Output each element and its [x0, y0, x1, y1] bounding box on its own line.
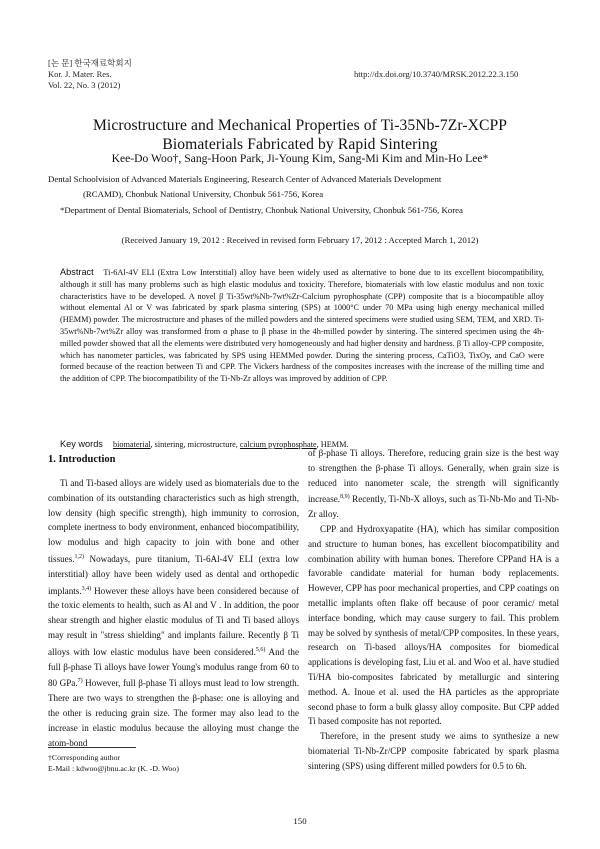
citation: 3,4) [81, 585, 92, 592]
section-heading-introduction: 1. Introduction [48, 454, 116, 465]
keyword-calcium-pyrophosphate: calcium pyrophosphate [239, 440, 317, 449]
received-dates: (Received January 19, 2012 : Received in revised form February 17, 2012 : Accepted March 1, 2012) [121, 235, 479, 245]
keyword-list-end: , HEMM. [316, 440, 349, 449]
footnote-divider [48, 747, 136, 748]
affiliation-1-line-2: (RCAMD), Chonbuk National University, Chonbuk 561-756, Korea [83, 188, 324, 199]
citation: 1,2) [74, 553, 85, 560]
journal-abbreviation: Kor. J. Mater. Res. [48, 69, 112, 79]
keywords-label: Key words [60, 439, 103, 449]
affiliation-1 [48, 172, 568, 201]
keyword-biomaterial: biomaterial [112, 440, 151, 449]
citation: 5,6) [255, 646, 266, 653]
journal-volume: Vol. 22, No. 3 (2012) [48, 80, 121, 90]
page-number: 150 [293, 816, 307, 826]
title-line-2: Biomaterials Fabricated by Rapid Sintering [162, 136, 438, 153]
citation: 8,9) [340, 494, 350, 501]
journal-header [48, 58, 132, 91]
footnote [48, 752, 179, 774]
abstract [60, 267, 544, 385]
paper-title [40, 116, 560, 154]
abstract-text: Ti-6Al-4V ELI (Extra Low Interstitial) alloy have been widely used as alternative to bone due to its excellent biocompatibility, although it still has many problems such as high elastic modulus and toxicity. Therefore, biomaterials with low elastic modulus and non toxic characteristics have to be developed. A novel β Ti-35wt%Nb-7wt%Zr-Calcium pyrophosphate (CPP) composite that is a biocompatible alloy without elemental Al or V was fabricated by spark plasma sintering (SPS) at 1000°C under 70 MPa using high energy mechanical milled (HEMM) powder. The microstructure and phases of the milled powders and the sintered specimens were studied using SEM, TEM, and XRD. Ti-35wt%Nb-7wt%Zr alloy was transformed from α phase to β phase in the 4h-milled powder by sintering. The sintered specimen using the 4h-milled powder showed that all the elements were distributed very homogeneously and had higher density and hardness. β Ti alloy-CPP composite, which has nanometer particles, was fabricated by SPS using HEMMed powder. During the sintering process, CaTiO3, TixOy, and CaO were formed because of the reaction between Ti and CPP. The Vickers hardness of the composites increases with the increase of the milling time and the addition of CPP. The biocompatibility of the Ti-Nb-Zr alloys was improved by addition of CPP. [60, 268, 544, 384]
corresponding-author-note: †Corresponding author [48, 753, 121, 762]
affiliation-2: *Department of Dental Biomaterials, School of Dentistry, Chonbuk National University, Chonbuk 561-756, Korea [60, 205, 463, 215]
intro-paragraph-2: CPP and Hydroxyapatite (HA), which has similar composition and structure to human bones, has excellent biocompatibility and combination ability with human bones. Therefore CPPand HA is a favorable candidate material for human body replacements. However, CPP has poor mechanical properties, and CPP coatings on metallic implants often flake off because of poor ceramic/ metal interface bonding, which may cause surgery to fail. This problem may be solved by synthesis of metal/CPP composites. In these years, research on Ti-based alloys/HA composites for biomedical applications is developing fast, Liu et al. and Woo et al. have studied Ti/HA bio-composites fabricated by metallurgic and sintering method. A. Inoue et al. used the HA particles as the appropriate second phase to form a bulk glassy alloy composite. But CPP added Ti based composite has not reported. [308, 524, 559, 727]
author-email: E-Mail : kdwoo@jbnu.ac.kr (K. -D. Woo) [48, 764, 179, 773]
citation: 7) [77, 678, 83, 685]
title-line-1: Microstructure and Mechanical Properties of Ti-35Nb-7Zr-XCPP [92, 117, 508, 134]
author-list: Kee-Do Woo†, Sang-Hoon Park, Ji-Young Kim, Sang-Mi Kim and Min-Ho Lee* [111, 152, 489, 165]
affiliation-1-line-1: Dental Schoolvision of Advanced Materials Engineering, Research Center of Advanced Materials Development [48, 174, 442, 184]
abstract-label: Abstract [60, 267, 94, 277]
right-column [308, 446, 559, 774]
doi-link[interactable]: http://dx.doi.org/10.3740/MRSK.2012.22.3.150 [354, 69, 519, 79]
intro-paragraph-1: Ti and Ti-based alloys are widely used as biomaterials due to the combination of its outstanding characteristics such as high strength, low density (high specific strength), high immunity to corrosion, complete inertness to body environment, enhanced biocompatibility, low modulus and high capacity to join with bone and other tissues.$^{1,2)}$ Nowadays, pure titanium, Ti-6Al-4V ELI (extra low interstitial) alloy have been widely used as dental and orthopedic implants.$^{3,4)}$ However these alloys have been considered because of the toxic elements to health, such as Al and V . In addition, the poor shear strength and higher elastic modulus of Ti and Ti based alloys may result in "stress shielding" and implants failure. Recently β Ti alloys with low elastic modulus have been considered.$^{5,6)}$ And the full β-phase Ti alloys have lower Young's modulus range from 60 to 80 GPa.$^{7)}$ However, full β-phase Ti alloys must lead to low strength. There are two ways to strengthen the β-phase: one is alloying and the other is reducing grain size. The former may also lead to the increase in elastic modulus because the alloying must change the atom-bond [48, 478, 299, 748]
intro-paragraph-3: Therefore, in the present study we aims to synthesize a new biomaterial Ti-Nb-Zr/CPP composite fabricated by spark plasma sintering (SPS) using different milled powders for 0.5 to 6h. [308, 731, 559, 771]
keyword-list-mid: , sintering, microstructure, [150, 440, 240, 449]
left-column [48, 476, 299, 750]
journal-name-korean: [논 문] 한국재료학회지 [48, 58, 132, 68]
intro-paragraph-1-cont: of β-phase Ti alloys. Therefore, reducing grain size is the best way to strengthen the β-phase Ti alloys. Generally, when grain size is reduced into nanometer scale, the strength will significantly increase.$^{8,9)}$ Recently, Ti-Nb-X alloys, such as Ti-Nb-Mo and Ti-Nb-Zr alloy. [308, 448, 559, 520]
